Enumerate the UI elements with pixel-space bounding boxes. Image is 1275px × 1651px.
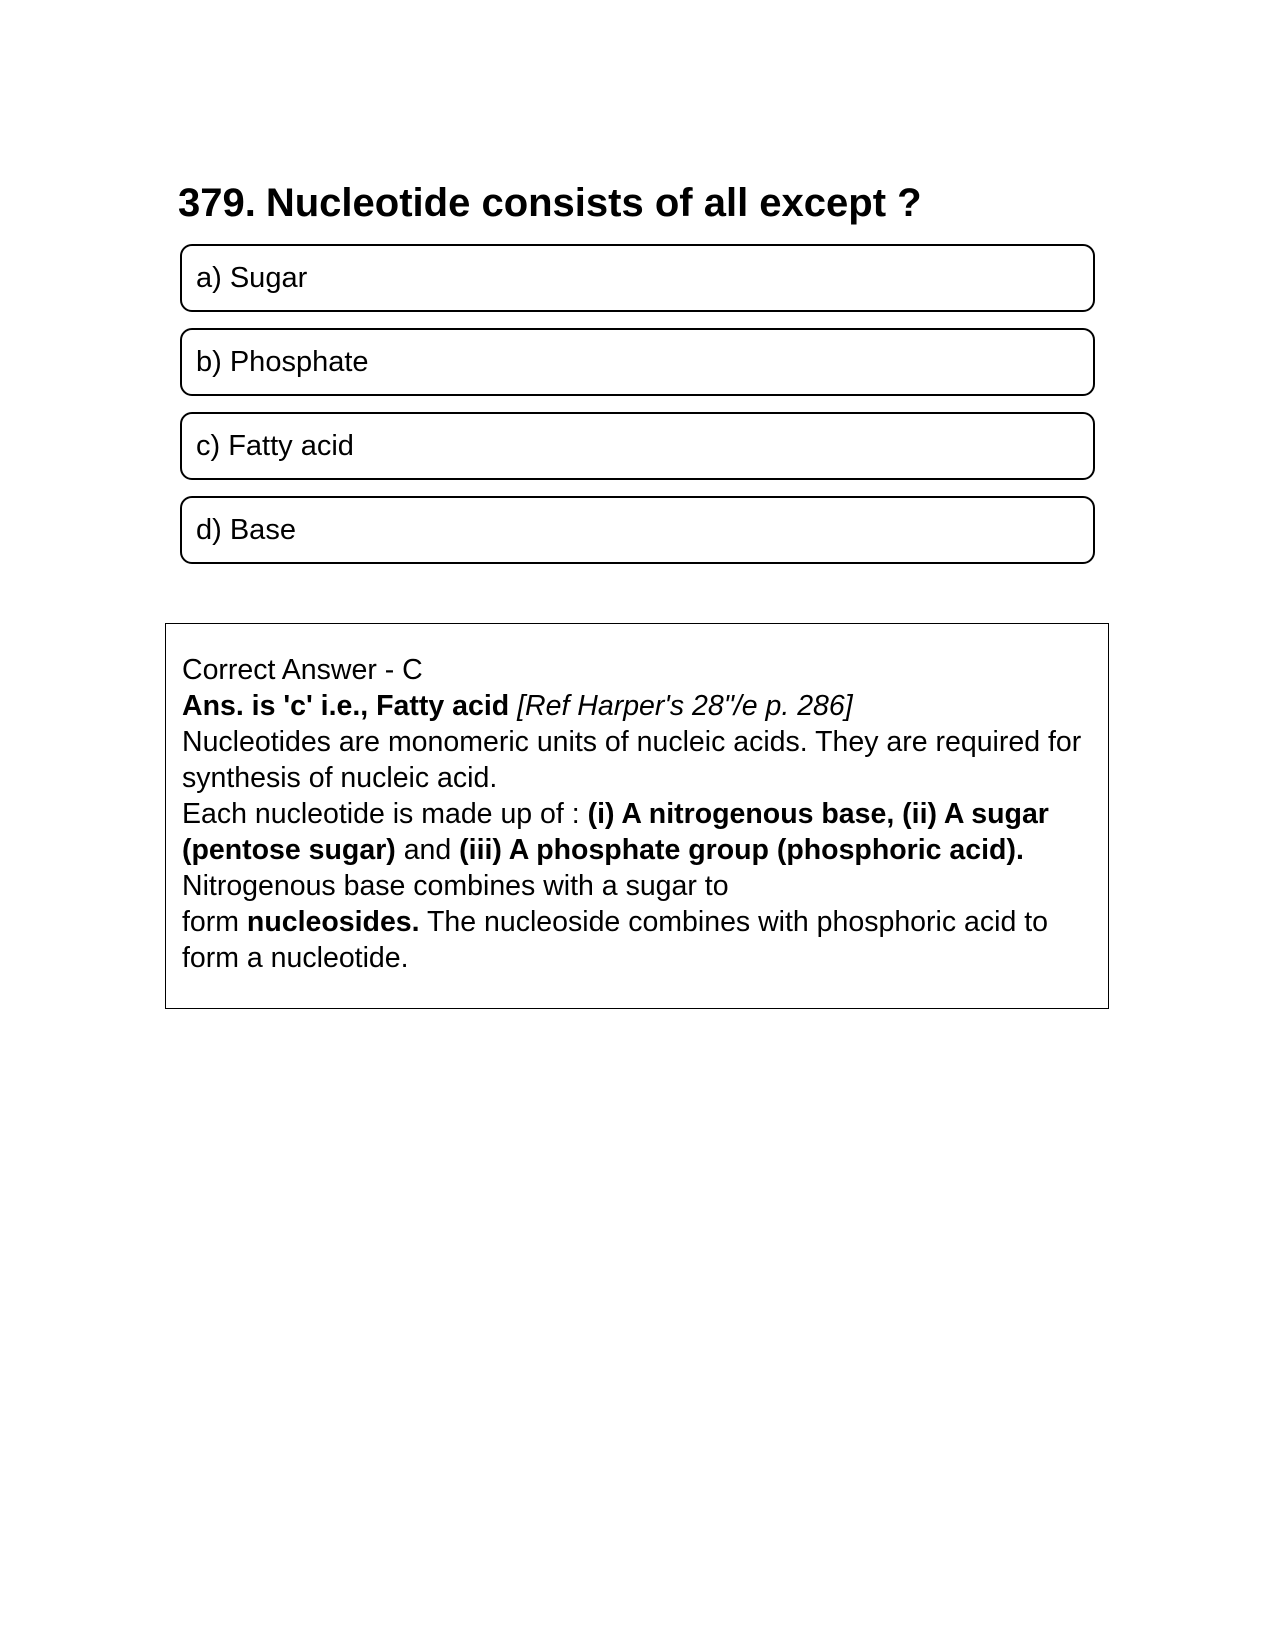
question-heading bbox=[178, 178, 1098, 228]
answer-reference-line bbox=[182, 688, 1094, 724]
option-a[interactable]: a) Sugar bbox=[180, 244, 1095, 312]
question-number: 379. bbox=[178, 181, 256, 225]
para2-bold-d: (iii) A phosphate group (phosphoric acid). bbox=[459, 834, 1024, 866]
answer-reference: [Ref Harper's 28"/e p. 286] bbox=[517, 690, 853, 722]
para2-bold-b: (i) A nitrogenous base, (ii) A sugar (pentose sugar) bbox=[182, 798, 1049, 866]
option-b[interactable]: b) Phosphate bbox=[180, 328, 1095, 396]
para3-bold-b: nucleosides. bbox=[246, 906, 420, 938]
answer-statement: Ans. is 'c' i.e., Fatty acid bbox=[182, 690, 510, 722]
para2-text-e: Nitrogenous base combines with a sugar to bbox=[182, 870, 729, 902]
options-list bbox=[180, 244, 1095, 580]
explanation-paragraph-3 bbox=[182, 904, 1094, 976]
question-text: Nucleotide consists of all except ? bbox=[265, 181, 922, 225]
para2-text-c: and bbox=[395, 834, 460, 866]
para3-text-c: The nucleoside combines with phosphoric acid to form a nucleotide. bbox=[182, 906, 1048, 974]
explanation-paragraph-2 bbox=[182, 796, 1094, 904]
correct-answer-line: Correct Answer - C bbox=[182, 654, 423, 686]
answer-explanation-box bbox=[165, 623, 1109, 1009]
explanation-paragraph-1: Nucleotides are monomeric units of nucleic acids. They are required for synthesis of nucleic acid. bbox=[182, 726, 1082, 794]
para3-text-a: form bbox=[182, 906, 247, 938]
option-d[interactable]: d) Base bbox=[180, 496, 1095, 564]
para2-text-a: Each nucleotide is made up of : bbox=[182, 798, 588, 830]
option-c[interactable]: c) Fatty acid bbox=[180, 412, 1095, 480]
